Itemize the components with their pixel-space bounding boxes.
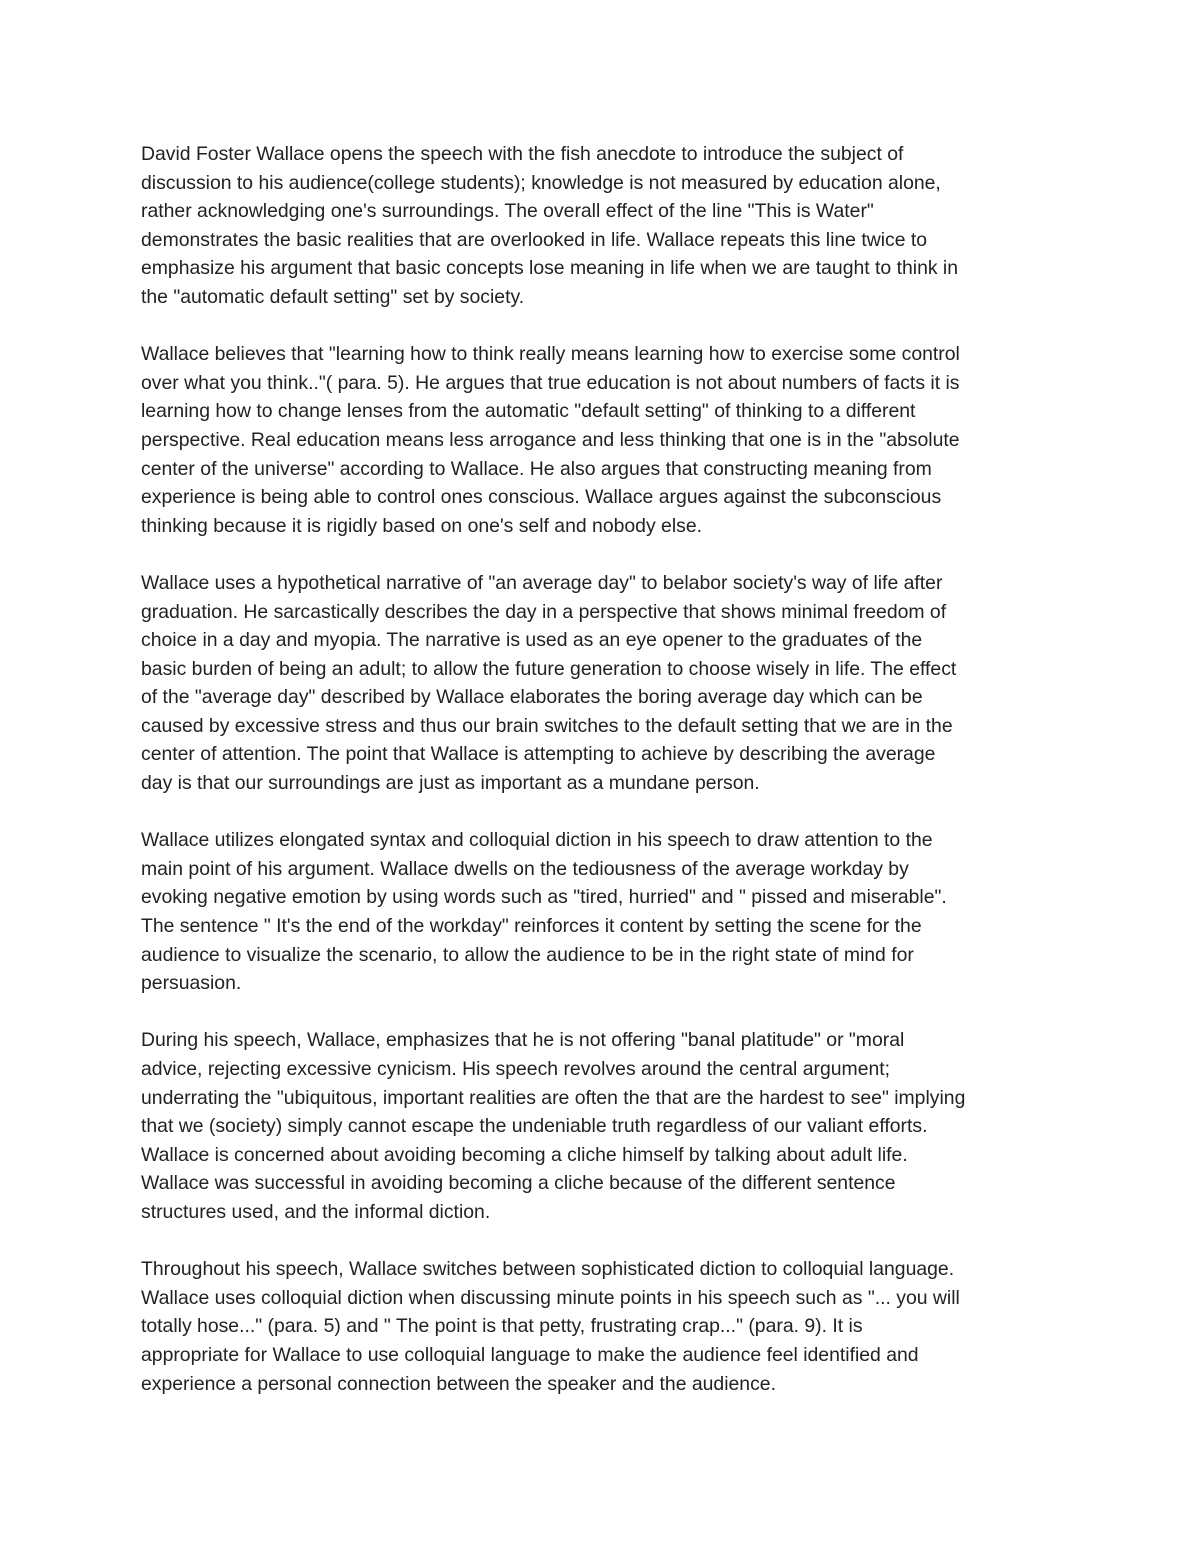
text-line: rather acknowledging one's surroundings. The overall effect of the line "This is Water" (141, 200, 874, 223)
text-line: Wallace uses colloquial diction when discussing minute points in his speech such as "... you will (141, 1286, 960, 1309)
text-line: main point of his argument. Wallace dwells on the tediousness of the average workday by (141, 857, 909, 880)
text-line: experience is being able to control ones conscious. Wallace argues against the subconscious (141, 486, 942, 509)
paragraph-3 (141, 569, 1066, 798)
text-line: evoking negative emotion by using words such as "tired, hurried" and " pissed and miserable". (141, 886, 947, 909)
paragraph-2 (141, 340, 1066, 540)
text-line: the "automatic default setting" set by society. (141, 285, 525, 308)
paragraph-5 (141, 1026, 1066, 1226)
text-line: Wallace is concerned about avoiding becoming a cliche himself by talking about adult life. (141, 1143, 908, 1166)
text-line: basic burden of being an adult; to allow the future generation to choose wisely in life. The effect (141, 657, 957, 680)
paragraph-1 (141, 140, 1066, 312)
text-line: appropriate for Wallace to use colloquial language to make the audience feel identified and (141, 1343, 919, 1366)
text-line: center of the universe" according to Wallace. He also argues that constructing meaning from (141, 457, 932, 480)
text-line: learning how to change lenses from the automatic "default setting" of thinking to a different (141, 400, 916, 423)
document-body (141, 140, 1066, 1427)
text-line: emphasize his argument that basic concepts lose meaning in life when we are taught to think in (141, 257, 959, 280)
text-line: choice in a day and myopia. The narrative is used as an eye opener to the graduates of the (141, 629, 923, 652)
text-line: discussion to his audience(college students); knowledge is not measured by education alone, (141, 171, 941, 194)
text-line: graduation. He sarcastically describes the day in a perspective that shows minimal freedom of (141, 600, 947, 623)
text-line: The sentence " It's the end of the workday" reinforces it content by setting the scene for the (141, 915, 922, 938)
text-line: Wallace uses a hypothetical narrative of "an average day" to belabor society's way of life after (141, 571, 943, 594)
text-line: Throughout his speech, Wallace switches between sophisticated diction to colloquial language. (141, 1258, 955, 1281)
text-line: totally hose..." (para. 5) and " The point is that petty, frustrating crap..." (para. 9). It is (141, 1315, 863, 1338)
text-line: audience to visualize the scenario, to allow the audience to be in the right state of mind for (141, 943, 914, 966)
text-line: center of attention. The point that Wallace is attempting to achieve by describing the average (141, 743, 936, 766)
text-line: During his speech, Wallace, emphasizes that he is not offering "banal platitude" or "moral (141, 1029, 905, 1052)
text-line: day is that our surroundings are just as important as a mundane person. (141, 772, 760, 795)
text-line: demonstrates the basic realities that are overlooked in life. Wallace repeats this line twice to (141, 228, 928, 251)
text-line: caused by excessive stress and thus our brain switches to the default setting that we are in the (141, 714, 953, 737)
paragraph-6 (141, 1255, 1066, 1398)
text-line: underrating the "ubiquitous, important realities are often the that are the hardest to see" implying (141, 1086, 966, 1109)
text-line: David Foster Wallace opens the speech with the fish anecdote to introduce the subject of (141, 143, 904, 165)
text-line: that we (society) simply cannot escape the undeniable truth regardless of our valiant efforts. (141, 1115, 928, 1138)
text-line: over what you think.."( para. 5). He argues that true education is not about numbers of facts it is (141, 371, 960, 394)
text-line: structures used, and the informal diction. (141, 1200, 491, 1223)
text-line: thinking because it is rigidly based on one's self and nobody else. (141, 514, 703, 537)
text-line: of the "average day" described by Wallace elaborates the boring average day which can be (141, 686, 923, 709)
text-line: Wallace believes that "learning how to think really means learning how to exercise some control (141, 343, 960, 366)
text-line: advice, rejecting excessive cynicism. His speech revolves around the central argument; (141, 1058, 891, 1080)
text-line: experience a personal connection between the speaker and the audience. (141, 1372, 776, 1395)
text-line: persuasion. (141, 972, 242, 995)
text-line: Wallace utilizes elongated syntax and colloquial diction in his speech to draw attention to the (141, 829, 933, 852)
text-line: Wallace was successful in avoiding becoming a cliche because of the different sentence (141, 1172, 896, 1195)
paragraph-4 (141, 826, 1066, 998)
text-line: perspective. Real education means less arrogance and less thinking that one is in the "absolute (141, 428, 960, 451)
